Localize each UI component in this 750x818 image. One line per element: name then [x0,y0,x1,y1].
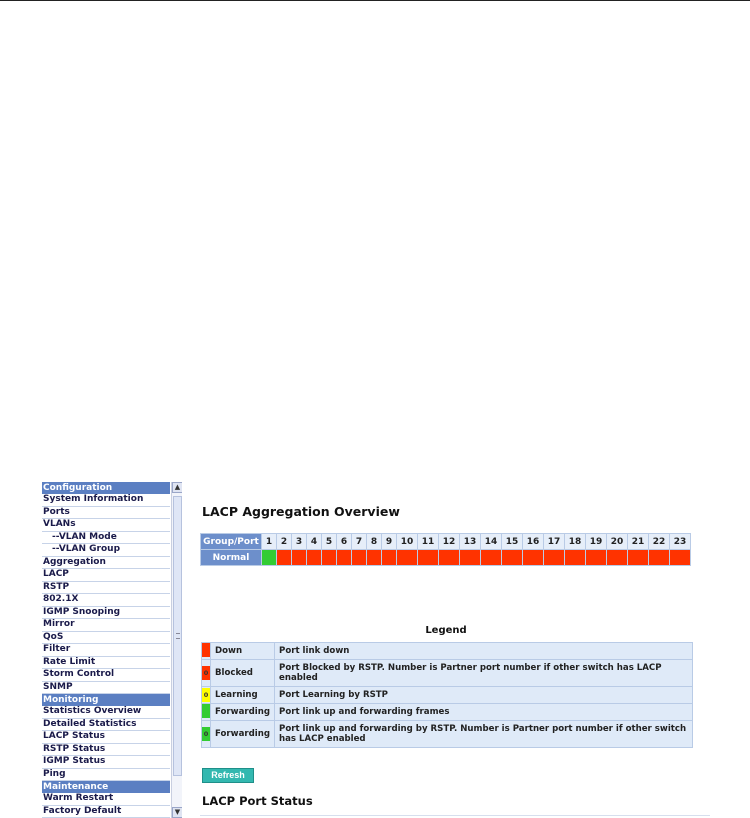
sidebar-item-aggregation[interactable]: Aggregation [42,557,170,570]
port-header-20: 20 [607,534,627,549]
port-header-7: 7 [352,534,366,549]
legend-swatch [202,643,210,659]
sidebar-item-lacp-status[interactable]: LACP Status [42,731,170,744]
sidebar-section-configuration: Configuration [42,482,170,494]
port-status-cell-13[interactable] [460,550,480,565]
legend-row [202,643,692,659]
lacp-port-status-heading: LACP Port Status [202,794,313,808]
port-header-4: 4 [307,534,321,549]
port-header-16: 16 [523,534,543,549]
port-header-17: 17 [544,534,564,549]
legend-title: Legend [425,625,467,636]
page-title: LACP Aggregation Overview [202,504,400,519]
sidebar-item-rate-limit[interactable]: Rate Limit [42,657,170,670]
normal-group-label: Normal [201,550,261,565]
sidebar-item-lacp[interactable]: LACP [42,569,170,582]
sidebar-section-maintenance: Maintenance [42,781,170,793]
scrollbar-grip-icon [176,633,180,639]
port-header-10: 10 [397,534,417,549]
group-port-header: Group/Port [201,534,261,549]
legend-row [202,660,692,686]
legend-table [201,642,693,748]
port-status-cell-20[interactable] [607,550,627,565]
legend-description: Port Blocked by RSTP. Number is Partner port number if other switch has LACP enabled [275,660,692,686]
legend-color-icon: 0 [202,666,210,680]
legend-status-name: Down [211,643,274,659]
legend-color-icon [202,643,210,657]
port-header-22: 22 [649,534,669,549]
sidebar-item-mirror[interactable]: Mirror [42,619,170,632]
legend-swatch [202,721,210,747]
legend-row [202,687,692,703]
sidebar-item-rstp[interactable]: RSTP [42,582,170,595]
port-status-cell-18[interactable] [565,550,585,565]
port-status-cell-3[interactable] [292,550,306,565]
port-header-6: 6 [337,534,351,549]
port-status-cell-10[interactable] [397,550,417,565]
port-header-5: 5 [322,534,336,549]
port-header-1: 1 [262,534,276,549]
legend-status-name: Forwarding [211,721,274,747]
overview-header-row [201,534,690,549]
legend-description: Port Learning by RSTP [275,687,692,703]
legend-description: Port link down [275,643,692,659]
sidebar-item-vlan-group[interactable]: --VLAN Group [42,544,170,557]
port-status-cell-16[interactable] [523,550,543,565]
aggregation-overview-table [200,533,691,566]
sidebar-item-storm-control[interactable]: Storm Control [42,669,170,682]
legend-swatch [202,660,210,686]
scroll-down-arrow-icon[interactable]: ▼ [172,807,182,818]
port-status-cell-21[interactable] [628,550,648,565]
port-header-2: 2 [277,534,291,549]
port-status-cell-9[interactable] [382,550,396,565]
port-status-cell-1[interactable] [262,550,276,565]
legend-description: Port link up and forwarding by RSTP. Number is Partner port number if other switch has LACP enabled [275,721,692,747]
port-status-cell-6[interactable] [337,550,351,565]
port-header-3: 3 [292,534,306,549]
port-header-15: 15 [502,534,522,549]
port-status-cell-11[interactable] [418,550,438,565]
port-status-cell-23[interactable] [670,550,690,565]
port-status-cell-19[interactable] [586,550,606,565]
port-status-cell-17[interactable] [544,550,564,565]
port-status-cell-15[interactable] [502,550,522,565]
port-header-21: 21 [628,534,648,549]
legend-status-name: Blocked [211,660,274,686]
page-top-rule [0,0,750,1]
sidebar-item-vlan-mode[interactable]: --VLAN Mode [42,532,170,545]
port-header-14: 14 [481,534,501,549]
port-status-cell-22[interactable] [649,550,669,565]
sidebar-section-monitoring: Monitoring [42,694,170,706]
sidebar-item-statistics-overview[interactable]: Statistics Overview [42,706,170,719]
port-status-cell-2[interactable] [277,550,291,565]
legend-swatch [202,704,210,720]
sidebar-item-factory-default[interactable]: Factory Default [42,806,170,818]
port-status-cell-7[interactable] [352,550,366,565]
port-status-cell-14[interactable] [481,550,501,565]
refresh-button[interactable]: Refresh [202,768,254,783]
port-header-23: 23 [670,534,690,549]
legend-row [202,721,692,747]
sidebar-item-system-information[interactable]: System Information [42,494,170,507]
port-status-cell-5[interactable] [322,550,336,565]
port-header-13: 13 [460,534,480,549]
sidebar-item-ping[interactable]: Ping [42,769,170,782]
sidebar-item-rstp-status[interactable]: RSTP Status [42,744,170,757]
legend-swatch [202,687,210,703]
sidebar-item-igmp-snooping[interactable]: IGMP Snooping [42,607,170,620]
sidebar-item-snmp[interactable]: SNMP [42,682,170,695]
scrollbar-thumb[interactable] [173,496,182,776]
port-status-cell-12[interactable] [439,550,459,565]
sidebar-item-igmp-status[interactable]: IGMP Status [42,756,170,769]
section-divider [200,815,710,816]
port-header-12: 12 [439,534,459,549]
port-header-19: 19 [586,534,606,549]
sidebar-item-ports[interactable]: Ports [42,507,170,520]
sidebar-item-qos[interactable]: QoS [42,632,170,645]
sidebar-menu [42,482,182,818]
overview-normal-row [201,550,690,565]
legend-color-icon: 0 [202,727,210,741]
legend-color-icon: 0 [202,688,210,702]
port-header-8: 8 [367,534,381,549]
legend-status-name: Forwarding [211,704,274,720]
sidebar-scrollbar[interactable] [171,482,182,818]
sidebar-item-vlans[interactable]: VLANs [42,519,170,532]
port-header-11: 11 [418,534,438,549]
sidebar-list [42,482,170,818]
legend-row [202,704,692,720]
sidebar-item-detailed-statistics[interactable]: Detailed Statistics [42,719,170,732]
legend-color-icon [202,704,210,718]
port-status-cell-4[interactable] [307,550,321,565]
port-status-cell-8[interactable] [367,550,381,565]
port-header-18: 18 [565,534,585,549]
legend-description: Port link up and forwarding frames [275,704,692,720]
scroll-up-arrow-icon[interactable]: ▲ [172,482,182,493]
sidebar-item-warm-restart[interactable]: Warm Restart [42,793,170,806]
sidebar-item-filter[interactable]: Filter [42,644,170,657]
port-header-9: 9 [382,534,396,549]
sidebar-item-802-1x[interactable]: 802.1X [42,594,170,607]
legend-status-name: Learning [211,687,274,703]
